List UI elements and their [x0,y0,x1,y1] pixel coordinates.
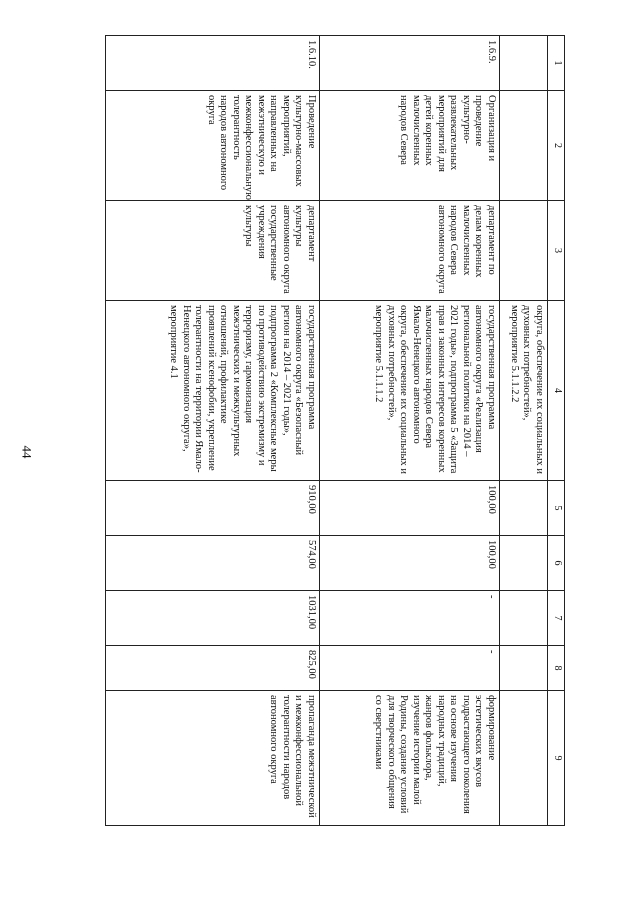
table-row [320,36,500,826]
page-number: 44 [19,445,35,459]
header-cell: 2 [548,91,565,201]
table-row-continuation [500,36,548,826]
value-col8: 825,00 [106,646,320,691]
table-header-row [548,36,565,826]
program-table [105,35,565,826]
header-cell: 8 [548,646,565,691]
rotated-table-wrapper [105,35,565,825]
value-col7: - [320,591,500,646]
header-cell: 9 [548,691,565,826]
executor: департамент культуры автономного округа государственные учреждения культуры [106,201,320,301]
program-cell: округа, обеспечение их социальных и духовных потребностей», мероприятие 5.1.1.2.2 [500,301,548,481]
header-cell: 7 [548,591,565,646]
header-cell: 4 [548,301,565,481]
header-cell: 1 [548,36,565,91]
header-cell: 6 [548,536,565,591]
row-number: 1.6.9. [320,36,500,91]
header-cell: 5 [548,481,565,536]
value-col5: 910,00 [106,481,320,536]
value-col6: 574,00 [106,536,320,591]
event-name: Проведение культурно-массовых мероприятий, направленных на межэтническую и межконфессиональную толерантность народов автономного округа [106,91,320,201]
value-col7: 1031,00 [106,591,320,646]
executor: департамент по делам коренных малочисленных народов Севера автономного округа [320,201,500,301]
program-cell: государственная программа автономного округа «Реализация региональной политики на 2014 – 2021 годы», подпрограмма 5 «Защита прав и законных интересов коренных малочисленных народов Севера Ямало-Ненецкого автономного округа, обеспечение их социальных и духовных потребностей», мероприятие 5.1.1.1.2 [320,301,500,481]
result-cell: пропаганда межэтнической и межконфессиональной толерантности народов автономного округа [106,691,320,826]
value-col8: - [320,646,500,691]
table-row [106,36,320,826]
row-number: 1.6.10. [106,36,320,91]
value-col5: 100,00 [320,481,500,536]
event-name: Организация и проведение культурно-развлекательных мероприятий для детей коренных малочисленных народов Севера [320,91,500,201]
value-col6: 100,00 [320,536,500,591]
program-cell: государственная программа автономного округа «Безопасный регион на 2014 – 2021 годы», подпрограмма 2 «Комплексные меры по противодействию экстремизму и терроризму, гармонизация межэтнических и межкультурных отношений, профилактике проявлений ксенофобии, укрепление толерантности на территории Ямало-Ненецкого автономного округа», мероприятие 4.1 [106,301,320,481]
result-cell: формирование эстетических вкусов подрастающего поколения на основе изучения народных традиций, жанров фольклора, изучение истории малой Родины, создание условий для творческого общения со сверстниками [320,691,500,826]
header-cell: 3 [548,201,565,301]
